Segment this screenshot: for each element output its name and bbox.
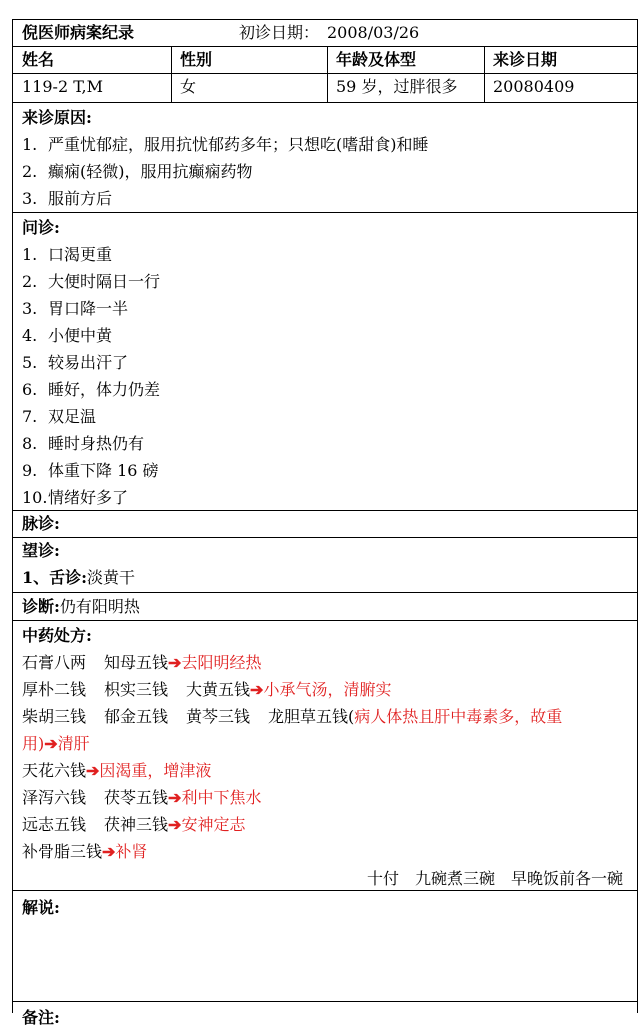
diagnosis-value: 仍有阳明热 (59, 597, 140, 616)
prescription-line: 天花六钱➔因渴重，增津液 (22, 761, 212, 780)
reason-item: 3. 服前方后 (22, 189, 113, 208)
prescription-line: 用)➔清肝 (22, 734, 90, 753)
arrow-icon: ➔ (168, 788, 182, 807)
reason-item: 1. 严重忧郁症，服用抗忧郁药多年；只想吃(嗜甜食)和睡 (22, 135, 429, 154)
patient-gender: 女 (180, 77, 197, 96)
first-visit-date: 2008/03/26 (327, 23, 420, 42)
inquiry-item: 7. 双足温 (22, 407, 97, 426)
prescription-line: 远志五钱 茯神三钱➔安神定志 (22, 815, 246, 834)
dosage-instructions: 十付 九碗煮三碗 早晚饭前各一碗 (366, 869, 623, 888)
diagnosis-line (22, 597, 140, 617)
prescription-line: 石膏八两 知母五钱➔去阳明经热 (22, 653, 262, 672)
arrow-icon: ➔ (168, 653, 182, 672)
remarks-section (13, 1001, 637, 1027)
inquiry-item: 1. 口渴更重 (22, 245, 113, 264)
inquiry-item: 3. 胃口降一半 (22, 299, 129, 318)
prescription-line: 厚朴二钱 枳实三钱 大黄五钱➔小承气汤，清腑实 (22, 680, 392, 699)
arrow-icon: ➔ (86, 761, 100, 780)
prescription-line: 柴胡三钱 郁金五钱 黄芩三钱 龙胆草五钱(病人体热且肝中毒素多，故重 (22, 707, 563, 726)
explanation-section (13, 890, 637, 1001)
info-values-row (13, 73, 637, 102)
inquiry-section (13, 212, 637, 510)
age-body-header: 年龄及体型 (336, 50, 417, 69)
prescription-section (13, 620, 637, 890)
prescription-line: 泽泻六钱 茯苓五钱➔利中下焦水 (22, 788, 262, 807)
record-title: 倪医师病案纪录 (22, 23, 135, 42)
first-visit-label: 初诊日期： (239, 23, 320, 42)
pulse-title: 脉诊: (22, 514, 60, 533)
arrow-icon: ➔ (168, 815, 182, 834)
patient-age-body: 59 岁，过胖很多 (336, 77, 458, 96)
observation-title: 望诊: (22, 541, 60, 560)
patient-name: 119-2 T,M (22, 77, 103, 96)
gender-header: 性别 (180, 50, 213, 69)
medical-record-sheet (12, 19, 638, 1027)
tongue-label: 1、舌诊: (22, 568, 88, 587)
arrow-icon: ➔ (250, 680, 264, 699)
prescription-title: 中药处方: (22, 626, 92, 645)
inquiry-item: 10.情绪好多了 (22, 488, 129, 507)
record-title-row (13, 19, 637, 46)
visit-date: 20080409 (493, 77, 575, 96)
name-header: 姓名 (22, 50, 55, 69)
inquiry-item: 2. 大便时隔日一行 (22, 272, 161, 291)
inquiry-item: 9. 体重下降 16 磅 (22, 461, 159, 480)
explanation-title: 解说: (22, 898, 60, 917)
observation-section (13, 537, 637, 592)
prescription-line: 补骨脂三钱➔补肾 (22, 842, 148, 861)
arrow-icon: ➔ (102, 842, 116, 861)
inquiry-item: 5. 较易出汗了 (22, 353, 129, 372)
pulse-section (13, 510, 637, 537)
visit-date-header: 来诊日期 (493, 50, 558, 69)
diagnosis-label: 诊断: (22, 597, 60, 616)
arrow-icon: ➔ (44, 734, 58, 753)
reason-title: 来诊原因: (22, 108, 92, 127)
info-header-row (13, 46, 637, 73)
tongue-diagnosis (22, 568, 135, 588)
inquiry-item: 8. 睡时身热仍有 (22, 434, 145, 453)
remarks-title: 备注: (22, 1008, 60, 1027)
tongue-value: 淡黄干 (87, 568, 136, 587)
inquiry-item: 6. 睡好，体力仍差 (22, 380, 161, 399)
reason-section (13, 102, 637, 212)
reason-item: 2. 癫痫(轻微)，服用抗癫痫药物 (22, 162, 253, 181)
diagnosis-section (13, 592, 637, 620)
inquiry-item: 4. 小便中黄 (22, 326, 113, 345)
inquiry-title: 问诊: (22, 218, 60, 237)
